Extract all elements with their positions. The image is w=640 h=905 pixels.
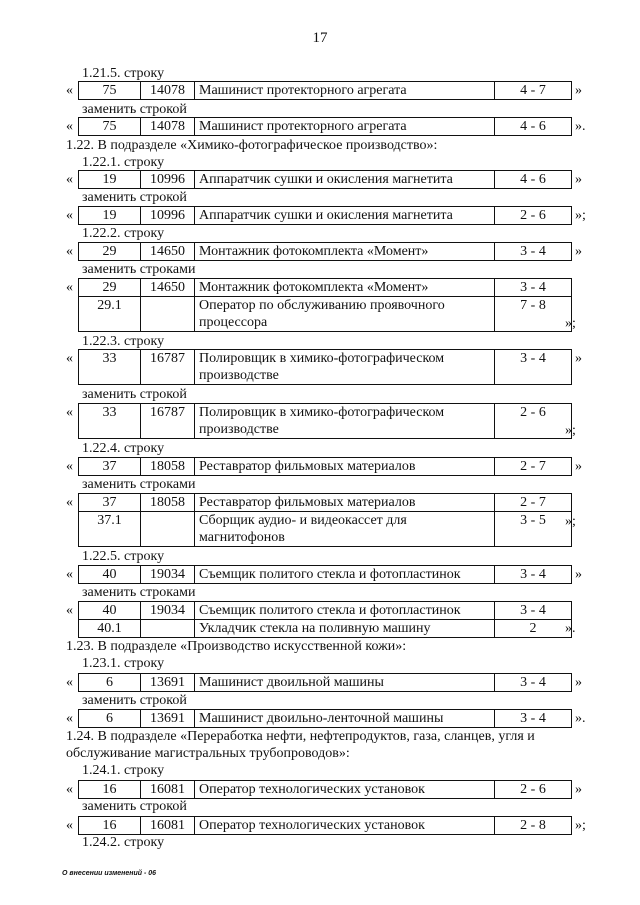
close-quote: » bbox=[575, 172, 582, 187]
table-row bbox=[79, 118, 572, 136]
table-row bbox=[79, 458, 572, 476]
row-code: 10996 bbox=[141, 207, 195, 225]
row-grade: 3 - 5 bbox=[495, 512, 572, 530]
close-quote: »; bbox=[565, 423, 576, 438]
open-quote: « bbox=[66, 172, 73, 187]
row-grade: 4 - 6 bbox=[495, 118, 572, 136]
row-number: 37 bbox=[79, 494, 141, 512]
row-table-13 bbox=[78, 673, 572, 692]
open-quote: « bbox=[66, 711, 73, 726]
replace-label: заменить строкой bbox=[82, 799, 187, 814]
row-profession: Сборщик аудио- и видеокассет для bbox=[195, 512, 495, 530]
close-quote: » bbox=[575, 782, 582, 797]
para-1-23-1: 1.23.1. строку bbox=[82, 656, 165, 671]
open-quote: « bbox=[66, 244, 73, 259]
close-quote: » bbox=[575, 567, 582, 582]
table-row bbox=[79, 297, 572, 315]
open-quote: « bbox=[66, 818, 73, 833]
row-number: 33 bbox=[79, 350, 141, 368]
row-table-8 bbox=[78, 403, 572, 439]
close-quote: »; bbox=[565, 316, 576, 331]
close-quote: ». bbox=[575, 119, 586, 134]
row-code: 13691 bbox=[141, 674, 195, 692]
para-1-22-5: 1.22.5. строку bbox=[82, 549, 165, 564]
row-grade: 2 - 7 bbox=[495, 458, 572, 476]
row-profession: Машинист двоильно-ленточной машины bbox=[195, 710, 495, 728]
row-table-15 bbox=[78, 780, 572, 799]
row-profession: Реставратор фильмовых материалов bbox=[195, 458, 495, 476]
row-number: 75 bbox=[79, 82, 141, 100]
section-1-23: 1.23. В подразделе «Производство искусственной кожи»: bbox=[66, 639, 407, 654]
section-1-24-cont: обслуживание магистральных трубопроводов»: bbox=[66, 746, 350, 761]
row-code: 10996 bbox=[141, 171, 195, 189]
replace-label: заменить строкой bbox=[82, 693, 187, 708]
row-code: 13691 bbox=[141, 710, 195, 728]
table-row bbox=[79, 171, 572, 189]
row-table-10 bbox=[78, 493, 572, 547]
para-1-21-5: 1.21.5. строку bbox=[82, 66, 165, 81]
table-row bbox=[79, 602, 572, 620]
table-row bbox=[79, 494, 572, 512]
table-row bbox=[79, 512, 572, 530]
para-1-24-1: 1.24.1. строку bbox=[82, 763, 165, 778]
row-profession: Полировщик в химико-фотографическом bbox=[195, 404, 495, 422]
open-quote: « bbox=[66, 675, 73, 690]
row-number: 29 bbox=[79, 243, 141, 261]
table-row bbox=[79, 566, 572, 584]
row-grade: 3 - 4 bbox=[495, 674, 572, 692]
row-code: 14650 bbox=[141, 243, 195, 261]
table-row bbox=[79, 529, 572, 547]
row-number: 6 bbox=[79, 674, 141, 692]
row-code: 19034 bbox=[141, 566, 195, 584]
row-profession-cont: производстве bbox=[195, 421, 495, 439]
close-quote: » bbox=[575, 675, 582, 690]
open-quote: « bbox=[66, 567, 73, 582]
row-number: 19 bbox=[79, 207, 141, 225]
row-grade: 2 - 6 bbox=[495, 207, 572, 225]
row-code: 16787 bbox=[141, 404, 195, 422]
row-grade: 4 - 6 bbox=[495, 171, 572, 189]
para-1-22-3: 1.22.3. строку bbox=[82, 334, 165, 349]
table-row bbox=[79, 367, 572, 385]
open-quote: « bbox=[66, 83, 73, 98]
page-number: 17 bbox=[312, 30, 328, 46]
row-grade: 2 bbox=[495, 620, 572, 638]
table-row bbox=[79, 710, 572, 728]
row-code bbox=[141, 512, 195, 530]
table-row bbox=[79, 314, 572, 332]
row-number: 40 bbox=[79, 602, 141, 620]
row-profession: Машинист протекторного агрегата bbox=[195, 82, 495, 100]
footer-note: О внесении изменений - 06 bbox=[62, 870, 157, 877]
row-code: 16081 bbox=[141, 781, 195, 799]
replace-label: заменить строками bbox=[82, 477, 196, 492]
row-table-7 bbox=[78, 349, 572, 385]
row-number: 40.1 bbox=[79, 620, 141, 638]
open-quote: « bbox=[66, 208, 73, 223]
row-number: 19 bbox=[79, 171, 141, 189]
row-profession: Монтажник фотокомплекта «Момент» bbox=[195, 243, 495, 261]
row-profession: Съемщик политого стекла и фотопластинок bbox=[195, 566, 495, 584]
table-row bbox=[79, 279, 572, 297]
para-1-24-2: 1.24.2. строку bbox=[82, 835, 165, 850]
row-profession: Аппаратчик сушки и окисления магнетита bbox=[195, 207, 495, 225]
table-row bbox=[79, 620, 572, 638]
row-grade: 2 - 6 bbox=[495, 781, 572, 799]
row-table-3 bbox=[78, 170, 572, 189]
row-number: 37 bbox=[79, 458, 141, 476]
row-profession: Реставратор фильмовых материалов bbox=[195, 494, 495, 512]
row-table-2 bbox=[78, 117, 572, 136]
row-grade: 3 - 4 bbox=[495, 710, 572, 728]
row-number: 40 bbox=[79, 566, 141, 584]
row-profession: Укладчик стекла на поливную машину bbox=[195, 620, 495, 638]
table-row bbox=[79, 674, 572, 692]
row-profession: Полировщик в химико-фотографическом bbox=[195, 350, 495, 368]
open-quote: « bbox=[66, 495, 73, 510]
row-profession-cont: процессора bbox=[195, 314, 495, 332]
open-quote: « bbox=[66, 280, 73, 295]
row-grade: 3 - 4 bbox=[495, 243, 572, 261]
row-profession: Оператор технологических установок bbox=[195, 781, 495, 799]
row-profession: Оператор по обслуживанию проявочного bbox=[195, 297, 495, 315]
table-row bbox=[79, 421, 572, 439]
row-number: 37.1 bbox=[79, 512, 141, 530]
row-table-9 bbox=[78, 457, 572, 476]
row-code: 16081 bbox=[141, 817, 195, 835]
row-profession: Оператор технологических установок bbox=[195, 817, 495, 835]
row-number: 16 bbox=[79, 817, 141, 835]
open-quote: « bbox=[66, 459, 73, 474]
replace-label: заменить строками bbox=[82, 585, 196, 600]
table-row bbox=[79, 817, 572, 835]
row-code bbox=[141, 620, 195, 638]
row-number: 29 bbox=[79, 279, 141, 297]
row-grade: 2 - 8 bbox=[495, 817, 572, 835]
close-quote: » bbox=[575, 351, 582, 366]
close-quote: » bbox=[575, 459, 582, 474]
row-table-6 bbox=[78, 278, 572, 332]
row-grade: 4 - 7 bbox=[495, 82, 572, 100]
replace-label: заменить строками bbox=[82, 262, 196, 277]
row-profession: Съемщик политого стекла и фотопластинок bbox=[195, 602, 495, 620]
table-row bbox=[79, 82, 572, 100]
row-grade: 7 - 8 bbox=[495, 297, 572, 315]
replace-label: заменить строкой bbox=[82, 190, 187, 205]
row-profession: Аппаратчик сушки и окисления магнетита bbox=[195, 171, 495, 189]
row-number: 29.1 bbox=[79, 297, 141, 315]
row-grade: 3 - 4 bbox=[495, 279, 572, 297]
row-table-16 bbox=[78, 816, 572, 835]
table-row bbox=[79, 781, 572, 799]
row-profession-cont: магнитофонов bbox=[195, 529, 495, 547]
row-table-12 bbox=[78, 601, 572, 638]
row-grade: 3 - 4 bbox=[495, 566, 572, 584]
close-quote: ». bbox=[565, 621, 576, 636]
row-table-11 bbox=[78, 565, 572, 584]
table-row bbox=[79, 350, 572, 368]
row-profession-cont: производстве bbox=[195, 367, 495, 385]
close-quote: » bbox=[575, 244, 582, 259]
row-code: 18058 bbox=[141, 458, 195, 476]
row-grade: 3 - 4 bbox=[495, 602, 572, 620]
row-profession: Монтажник фотокомплекта «Момент» bbox=[195, 279, 495, 297]
replace-label: заменить строкой bbox=[82, 102, 187, 117]
table-row bbox=[79, 207, 572, 225]
row-table-14 bbox=[78, 709, 572, 728]
row-number: 6 bbox=[79, 710, 141, 728]
row-table-4 bbox=[78, 206, 572, 225]
close-quote: »; bbox=[575, 208, 586, 223]
row-grade: 3 - 4 bbox=[495, 350, 572, 368]
row-grade: 2 - 6 bbox=[495, 404, 572, 422]
close-quote: » bbox=[575, 83, 582, 98]
row-profession: Машинист протекторного агрегата bbox=[195, 118, 495, 136]
para-1-22-1: 1.22.1. строку bbox=[82, 155, 165, 170]
row-profession: Машинист двоильной машины bbox=[195, 674, 495, 692]
open-quote: « bbox=[66, 119, 73, 134]
open-quote: « bbox=[66, 351, 73, 366]
row-code: 19034 bbox=[141, 602, 195, 620]
open-quote: « bbox=[66, 782, 73, 797]
section-1-22: 1.22. В подразделе «Химико-фотографическое производство»: bbox=[66, 138, 438, 153]
close-quote: ». bbox=[575, 711, 586, 726]
open-quote: « bbox=[66, 405, 73, 420]
open-quote: « bbox=[66, 603, 73, 618]
row-code bbox=[141, 297, 195, 315]
row-grade: 2 - 7 bbox=[495, 494, 572, 512]
row-code: 16787 bbox=[141, 350, 195, 368]
row-number: 16 bbox=[79, 781, 141, 799]
row-code: 14650 bbox=[141, 279, 195, 297]
table-row bbox=[79, 243, 572, 261]
row-code: 14078 bbox=[141, 118, 195, 136]
replace-label: заменить строкой bbox=[82, 387, 187, 402]
row-number: 33 bbox=[79, 404, 141, 422]
row-code: 14078 bbox=[141, 82, 195, 100]
row-number: 75 bbox=[79, 118, 141, 136]
close-quote: »; bbox=[575, 818, 586, 833]
table-row bbox=[79, 404, 572, 422]
para-1-22-2: 1.22.2. строку bbox=[82, 226, 165, 241]
row-table-5 bbox=[78, 242, 572, 261]
para-1-22-4: 1.22.4. строку bbox=[82, 441, 165, 456]
row-code: 18058 bbox=[141, 494, 195, 512]
row-table-1 bbox=[78, 81, 572, 100]
section-1-24: 1.24. В подразделе «Переработка нефти, нефтепродуктов, газа, сланцев, угля и bbox=[66, 729, 535, 744]
close-quote: »; bbox=[565, 514, 576, 529]
